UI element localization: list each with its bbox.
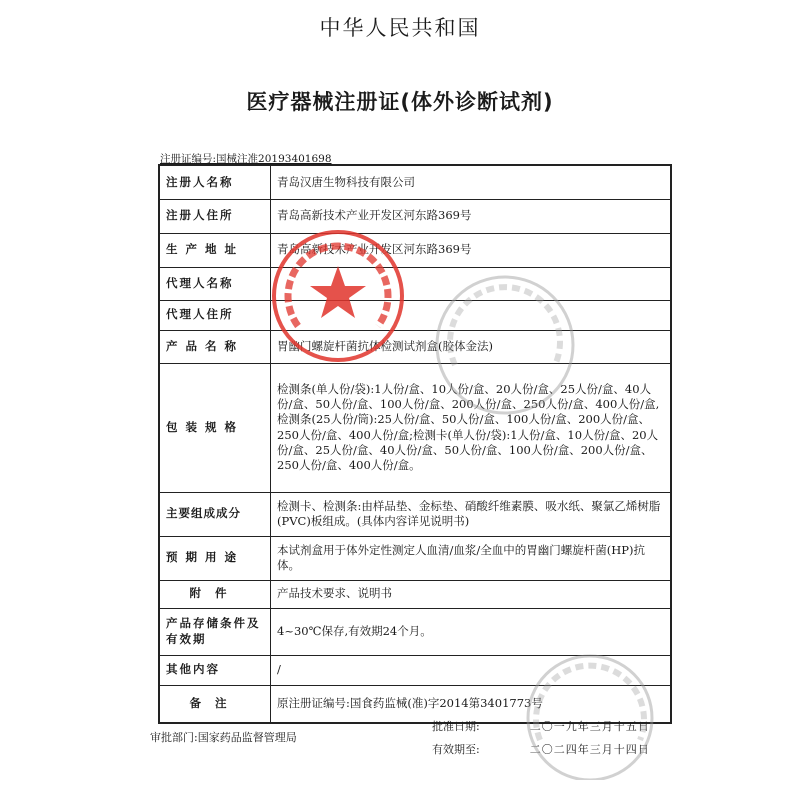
row-label: 注册人住所 — [159, 199, 271, 233]
valid-until-label: 有效期至: — [432, 743, 480, 756]
row-value — [271, 300, 672, 330]
row-value: 原注册证编号:国食药监械(准)字2014第3401773号 — [271, 685, 672, 723]
row-value: 本试剂盒用于体外定性测定人血清/血浆/全血中的胃幽门螺旋杆菌(HP)抗体。 — [271, 536, 672, 580]
row-label: 生产地址 — [159, 233, 271, 267]
row-label: 预期用途 — [159, 536, 271, 580]
row-value: 青岛高新技术产业开发区河东路369号 — [271, 233, 672, 267]
country-name: 中华人民共和国 — [319, 16, 481, 40]
approval-date-value: 二〇一九年三月十五日 — [529, 720, 650, 733]
certificate-title: 医疗器械注册证(体外诊断试剂) — [246, 90, 554, 114]
row-value: 青岛汉唐生物科技有限公司 — [271, 165, 672, 199]
row-label: 主要组成成分 — [159, 492, 271, 536]
row-label: 代理人名称 — [159, 267, 271, 300]
row-label: 其他内容 — [159, 655, 271, 685]
row-value: 产品技术要求、说明书 — [271, 580, 672, 608]
approval-date-label: 批准日期: — [432, 720, 480, 733]
approval-department-value: 国家药品监督管理局 — [197, 731, 297, 744]
row-label: 附件 — [159, 580, 271, 608]
registration-number-value: 国械注准20193401698 — [216, 153, 332, 165]
row-label: 代理人住所 — [159, 300, 271, 330]
valid-until — [432, 741, 650, 757]
table-row — [159, 330, 671, 363]
table-row — [159, 608, 671, 655]
table-row — [159, 267, 671, 300]
table-row — [159, 199, 671, 233]
approval-department-label: 审批部门: — [150, 731, 198, 744]
table-row — [159, 536, 671, 580]
row-label: 包装规格 — [159, 363, 271, 492]
certificate-table — [158, 164, 672, 724]
row-label: 产品名称 — [159, 330, 271, 363]
table-row — [159, 655, 671, 685]
approval-date — [432, 718, 650, 734]
table-row — [159, 300, 671, 330]
approval-department — [150, 729, 297, 745]
table-row — [159, 363, 671, 492]
row-value — [271, 267, 672, 300]
registration-number-label: 注册证编号: — [160, 153, 217, 165]
row-label: 注册人名称 — [159, 165, 271, 199]
row-value: / — [271, 655, 672, 685]
table-row — [159, 165, 671, 199]
table-row — [159, 580, 671, 608]
row-value: 青岛高新技术产业开发区河东路369号 — [271, 199, 672, 233]
row-value: 检测条(单人份/袋):1人份/盒、10人份/盒、20人份/盒、25人份/盒、40人份/盒、50人份/盒、100人份/盒、200人份/盒、250人份/盒、400人份/盒,检测条(25人份/筒):25人份/盒、50人份/盒、100人份/盒、200人份/盒、250人份/盒、400人份/盒;检测卡(单人份/袋):1人份/盒、10人份/盒、20人份/盒、25人份/盒、40人份/盒、50人份/盒、100人份/盒、200人份/盒、250人份/盒、400人份/盒。 — [271, 363, 672, 492]
row-label: 备注 — [159, 685, 271, 723]
table-row — [159, 492, 671, 536]
table-row — [159, 233, 671, 267]
row-value: 检测卡、检测条:由样品垫、金标垫、硝酸纤维素膜、吸水纸、聚氯乙烯树脂(PVC)板组成。(具体内容详见说明书) — [271, 492, 672, 536]
row-value: 胃幽门螺旋杆菌抗体检测试剂盒(胶体金法) — [271, 330, 672, 363]
valid-until-value: 二〇二四年三月十四日 — [529, 743, 650, 756]
row-value: 4~30℃保存,有效期24个月。 — [271, 608, 672, 655]
row-label: 产品存储条件及有效期 — [159, 608, 271, 655]
